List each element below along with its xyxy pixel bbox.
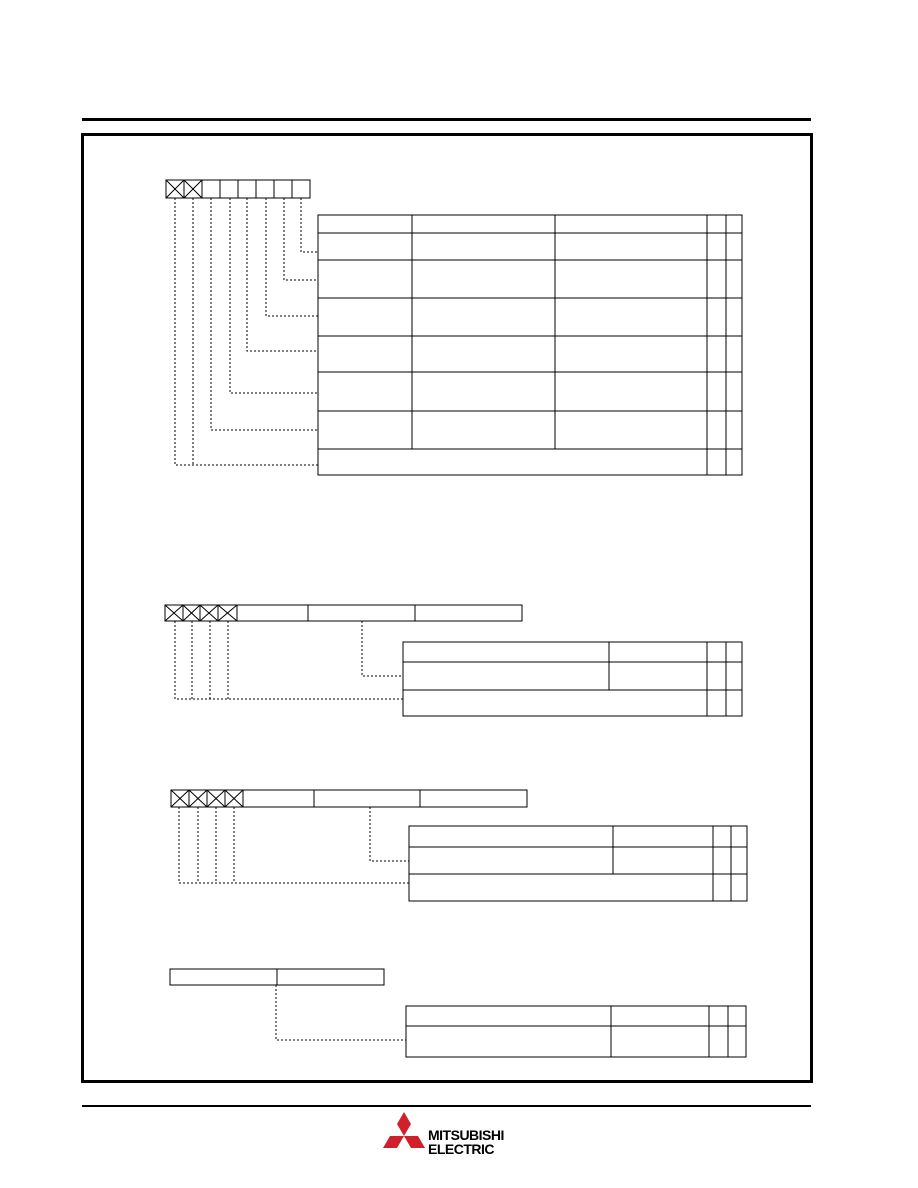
- unused-bit-marker: [184, 180, 202, 198]
- unused-bit-marker: [166, 180, 184, 198]
- register-4-table: [406, 1006, 746, 1057]
- register-3-bitfield: [171, 790, 527, 807]
- register-2-bitfield: [165, 605, 522, 621]
- unused-bit-marker: [183, 605, 200, 621]
- register-1-table: [318, 215, 742, 475]
- logo-text-line1: MITSUBISHI: [428, 1127, 504, 1143]
- register-4-leaders: [276, 985, 406, 1040]
- register-diagram-4: [170, 969, 746, 1057]
- unused-bit-marker: [200, 605, 218, 621]
- register-3-table: [409, 826, 747, 901]
- logo-text-line2: ELECTRIC: [428, 1141, 494, 1157]
- unused-bit-marker: [218, 605, 237, 621]
- register-2-leaders: [175, 621, 403, 699]
- register-diagram-3: [171, 790, 747, 901]
- unused-bit-marker: [225, 790, 243, 807]
- register-1-leaders: [175, 198, 318, 465]
- register-3-leaders: [179, 807, 409, 883]
- register-2-table: [403, 642, 742, 716]
- unused-bit-marker: [189, 790, 207, 807]
- unused-bit-marker: [207, 790, 225, 807]
- three-diamonds-icon: [382, 1112, 426, 1158]
- footer-rule: [82, 1105, 811, 1107]
- unused-bit-marker: [165, 605, 183, 621]
- mitsubishi-electric-logo: [382, 1112, 542, 1160]
- register-diagram-2: [165, 605, 742, 716]
- unused-bit-marker: [171, 790, 189, 807]
- register-diagram-1: [166, 180, 742, 475]
